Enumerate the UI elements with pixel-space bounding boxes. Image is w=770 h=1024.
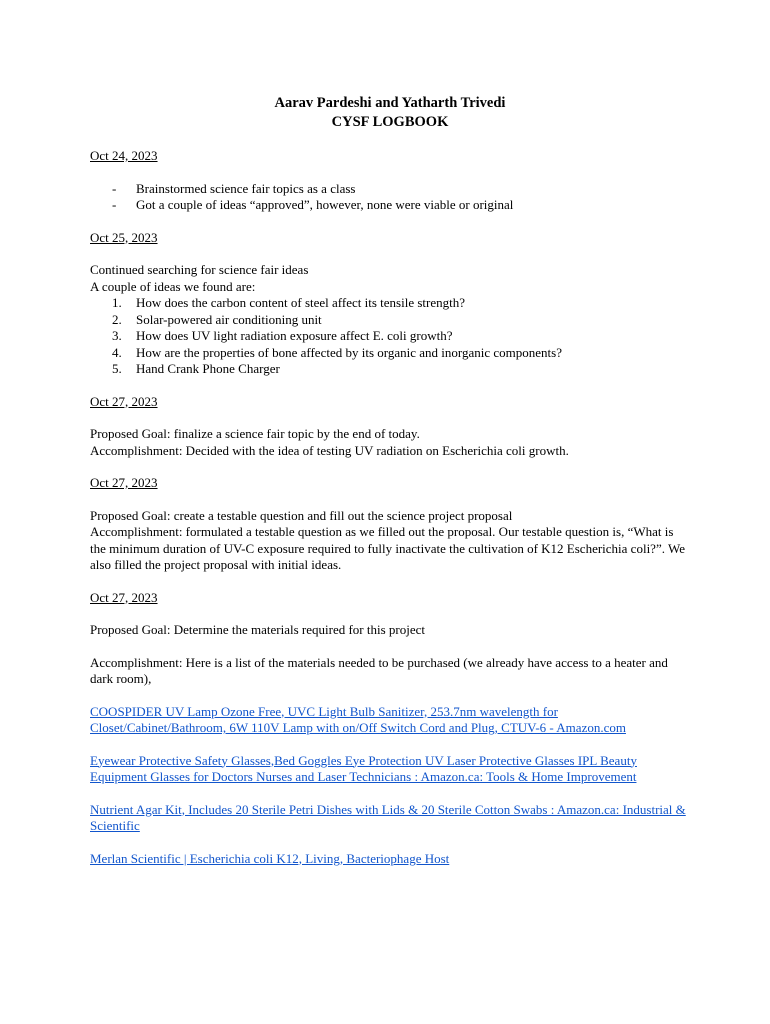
entry-goal: Proposed Goal: Determine the materials required for this project xyxy=(90,622,426,637)
list-item-text: Hand Crank Phone Charger xyxy=(136,361,280,376)
entry-goal: Proposed Goal: finalize a science fair topic by the end of today. xyxy=(90,426,420,441)
entry-accomplishment: Accomplishment: formulated a testable question as we filled out the proposal. Our testable question is, “What is the minimum duration of UV-C exposure required to fully inactivate the cultivation of K12 Escherichia coli?”. We also filled the project proposal with initial ideas. xyxy=(90,524,685,572)
material-link-uv-lamp[interactable]: COOSPIDER UV Lamp Ozone Free, UVC Light Bulb Sanitizer, 253.7nm wavelength for Closet/Cabinet/Bathroom, 6W 110V Lamp with on/Off Switch Cord and Plug, CTUV-6 - Amazon.com xyxy=(90,703,626,735)
bullet-list xyxy=(90,181,690,214)
list-item xyxy=(90,197,690,214)
entry-text: Continued searching for science fair ideas xyxy=(90,262,309,277)
material-link-ecoli-culture[interactable]: Merlan Scientific | Escherichia coli K12, Living, Bacteriophage Host xyxy=(90,850,450,866)
list-item-text: Got a couple of ideas “approved”, however, none were viable or original xyxy=(136,197,514,212)
entry-date: Oct 24, 2023 xyxy=(90,148,158,163)
numbered-list xyxy=(90,295,690,378)
dash-marker: - xyxy=(112,180,117,196)
entry-date: Oct 27, 2023 xyxy=(90,393,158,409)
document-authors: Aarav Pardeshi and Yatharth Trivedi xyxy=(274,95,506,111)
entry-date: Oct 27, 2023 xyxy=(90,475,158,490)
list-item: 4. How are the properties of bone affected by its organic and inorganic components? xyxy=(112,344,562,360)
entry-date: Oct 27, 2023 xyxy=(90,589,158,605)
entry-accomplishment: Accomplishment: Here is a list of the materials needed to be purchased (we already have access to a heater and dark room), xyxy=(90,654,668,686)
material-link-agar-kit[interactable]: Nutrient Agar Kit, Includes 20 Sterile Petri Dishes with Lids & 20 Sterile Cotton Swabs : Amazon.ca: Industrial & Scientific xyxy=(90,801,686,833)
list-item: 2. Solar-powered air conditioning unit xyxy=(112,311,322,327)
list-item-text: Brainstormed science fair topics as a class xyxy=(136,180,356,196)
entry-accomplishment: Accomplishment: Decided with the idea of testing UV radiation on Escherichia coli growth. xyxy=(90,442,569,458)
list-item-text: How are the properties of bone affected by its organic and inorganic components? xyxy=(136,344,562,360)
document-title: CYSF LOGBOOK xyxy=(331,114,449,130)
material-link-safety-glasses[interactable]: Eyewear Protective Safety Glasses,Bed Goggles Eye Protection UV Laser Protective Glasses IPL Beauty Equipment Glasses for Doctors Nurses and Laser Technicians : Amazon.ca: Tools & Home Improvement xyxy=(90,752,637,784)
list-item: 5. Hand Crank Phone Charger xyxy=(112,361,280,376)
list-item: 1. How does the carbon content of steel affect its tensile strength? xyxy=(112,295,465,310)
list-item-text: Solar-powered air conditioning unit xyxy=(136,311,322,327)
list-item: 3. How does UV light radiation exposure affect E. coli growth? xyxy=(112,328,453,343)
dash-marker: - xyxy=(112,197,117,212)
list-item xyxy=(90,181,690,198)
entry-text: A couple of ideas we found are: xyxy=(90,278,256,294)
entry-date: Oct 25, 2023 xyxy=(90,229,158,245)
document-page xyxy=(90,94,690,867)
entry-goal: Proposed Goal: create a testable question and fill out the science project proposal xyxy=(90,507,513,523)
list-item-text: How does the carbon content of steel affect its tensile strength? xyxy=(136,295,465,310)
list-item-text: How does UV light radiation exposure affect E. coli growth? xyxy=(136,328,453,343)
